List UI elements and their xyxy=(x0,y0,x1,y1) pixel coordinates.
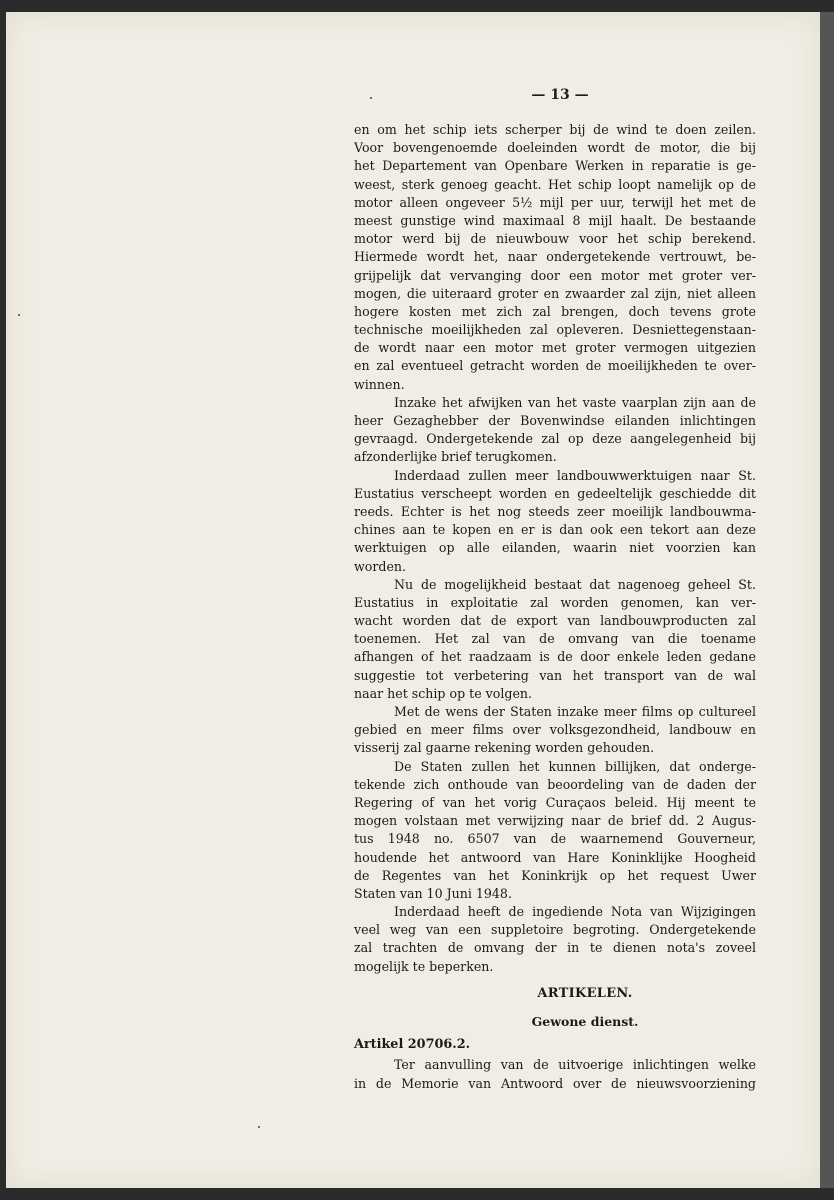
heading-artikelen: ARTIKELEN. xyxy=(537,986,633,1001)
text-line: meest gunstige wind maximaal 8 mijl haalt. De bestaande xyxy=(354,212,756,228)
article-title: Artikel 20706.2. xyxy=(354,1037,471,1052)
text-line: zal trachten de omvang der in te dienen nota's zoveel xyxy=(354,940,756,956)
text-line: worden. xyxy=(354,558,407,574)
text-line: hogere kosten met zich zal brengen, doch tevens grote xyxy=(354,303,756,319)
text-line: Nu de mogelijkheid bestaat dat nagenoeg geheel St. xyxy=(394,576,756,592)
text-line: visserij zal gaarne rekening worden gehouden. xyxy=(354,740,655,756)
text-line: heer Gezaghebber der Bovenwindse eilanden inlichtingen xyxy=(354,413,756,428)
text-line: in de Memorie van Antwoord over de nieuwsvoorziening xyxy=(354,1076,756,1091)
scan-border xyxy=(820,12,834,1188)
text-line: mogen, die uiteraard groter en zwaarder zal zijn, niet alleen xyxy=(354,285,756,301)
text-line: Eustatius verscheept worden en gedeeltelijk geschiedde dit xyxy=(354,485,756,501)
text-line: houdende het antwoord van Hare Koninklijke Hoogheid xyxy=(354,849,756,865)
text-line: motor werd bij de nieuwbouw voor het schip berekend. xyxy=(354,231,756,247)
text-line: chines aan te kopen en er is dan ook een tekort aan deze xyxy=(354,522,756,538)
body-text xyxy=(354,121,756,976)
text-line: weest, sterk genoeg geacht. Het schip loopt namelijk op de xyxy=(354,176,756,192)
text-line: Hiermede wordt het, naar ondergetekende vertrouwt, be- xyxy=(354,249,756,265)
text-line: gebied en meer films over volksgezondheid, landbouw en xyxy=(354,722,756,738)
text-line: Inderdaad heeft de ingediende Nota van Wijzigingen xyxy=(394,904,756,920)
text-line: veel weg van een suppletoire begroting. Ondergetekende xyxy=(354,922,756,938)
text-line: mogen volstaan met verwijzing naar de brief dd. 2 Augus- xyxy=(354,813,756,829)
text-line: Eustatius in exploitatie zal worden genomen, kan ver- xyxy=(354,594,756,610)
text-line: Inzake het afwijken van het vaste vaarplan zijn aan de xyxy=(394,394,756,410)
text-line: het Departement van Openbare Werken in reparatie is ge- xyxy=(354,158,756,174)
heading-gewone-dienst: Gewone dienst. xyxy=(531,1014,639,1029)
text-line: gevraagd. Ondergetekende zal op deze aangelegenheid bij xyxy=(354,431,756,447)
text-line: Voor bovengenoemde doeleinden wordt de motor, die bij xyxy=(354,140,756,156)
text-line: Met de wens der Staten inzake meer films op cultureel xyxy=(394,704,756,719)
article-text xyxy=(354,1055,756,1093)
text-line: reeds. Echter is het nog steeds zeer moeilijk landbouwma- xyxy=(354,503,756,519)
text-line: mogelijk te beperken. xyxy=(354,958,494,974)
text-line: Ter aanvulling van de uitvoerige inlichtingen welke xyxy=(394,1057,756,1072)
text-line: motor alleen ongeveer 5½ mijl per uur, terwijl het met de xyxy=(354,194,756,210)
text-line: wacht worden dat de export van landbouwproducten zal xyxy=(354,613,756,629)
text-line: naar het schip op te volgen. xyxy=(354,685,533,701)
text-line: werktuigen op alle eilanden, waarin niet voorzien kan xyxy=(354,540,756,556)
text-line: en zal eventueel getracht worden de moeilijkheden te over- xyxy=(354,358,756,374)
text-line: en om het schip iets scherper bij de wind te doen zeilen. xyxy=(354,122,756,137)
text-line: tus 1948 no. 6507 van de waarnemend Gouverneur, xyxy=(354,831,756,847)
text-line: Staten van 10 Juni 1948. xyxy=(354,885,512,901)
text-line: de wordt naar een motor met groter vermogen uitgezien xyxy=(354,340,756,356)
text-line: suggestie tot verbetering van het transport van de wal xyxy=(354,667,756,683)
text-line: afhangen of het raadzaam is de door enkele leden gedane xyxy=(354,649,756,665)
text-line: toenemen. Het zal van de omvang van die toename xyxy=(354,631,756,647)
text-line: technische moeilijkheden zal opleveren. Desniettegenstaan- xyxy=(354,322,756,338)
text-line: afzonderlijke brief terugkomen. xyxy=(354,449,557,465)
text-line: Inderdaad zullen meer landbouwwerktuigen naar St. xyxy=(394,467,756,483)
text-line: winnen. xyxy=(354,376,405,392)
text-line: De Staten zullen het kunnen billijken, dat onderge- xyxy=(394,758,756,774)
text-line: tekende zich onthoude van beoordeling van de daden der xyxy=(354,776,756,792)
page-number: — 13 — xyxy=(531,87,589,103)
scan-speck xyxy=(18,314,20,316)
text-line: de Regentes van het Koninkrijk op het request Uwer xyxy=(354,867,756,883)
scan-speck xyxy=(370,97,372,99)
text-line: grijpelijk dat vervanging door een motor met groter ver- xyxy=(354,267,756,283)
text-line: Regering of van het vorig Curaçaos beleid. Hij meent te xyxy=(354,794,756,810)
scan-speck xyxy=(258,1126,260,1128)
